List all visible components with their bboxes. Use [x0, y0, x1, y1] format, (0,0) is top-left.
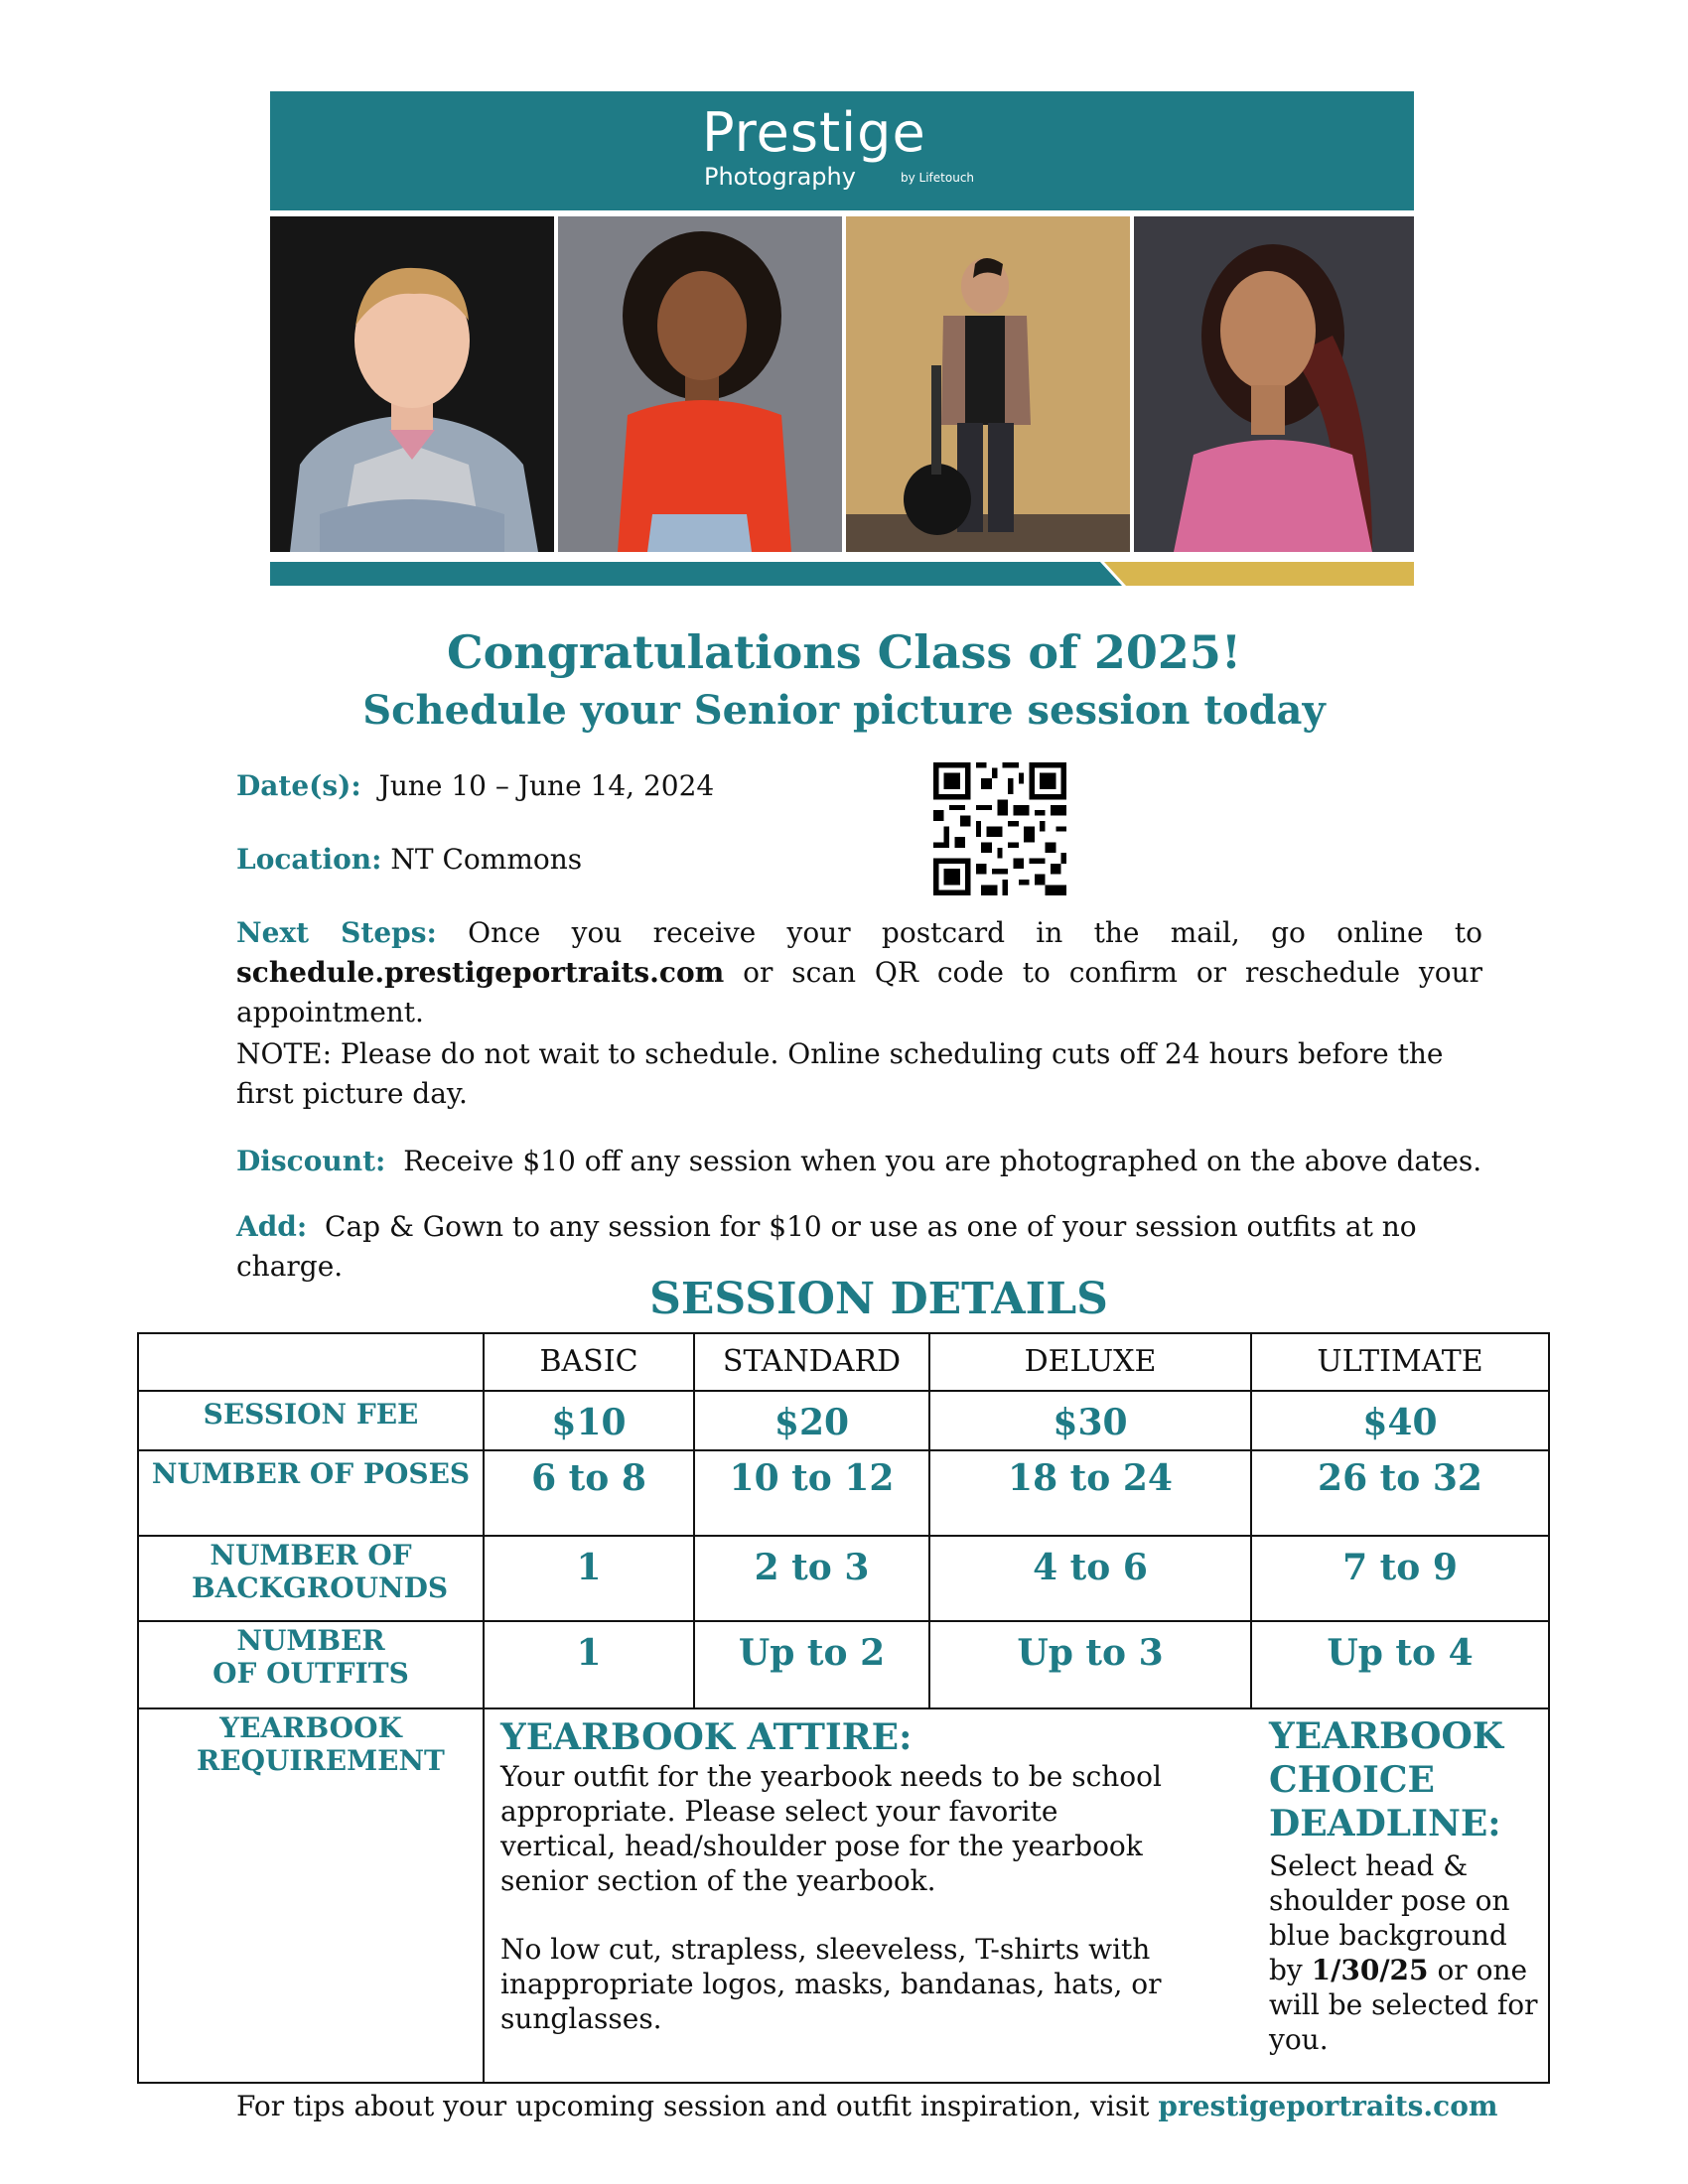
standard-outfits: Up to 2 — [738, 1632, 886, 1674]
banner — [270, 91, 1414, 588]
dates-value: June 10 – June 14, 2024 — [378, 769, 715, 802]
row-label-poses: NUMBER OF POSES — [151, 1457, 471, 1490]
schedule-link[interactable]: schedule.prestigeportraits.com — [236, 956, 725, 989]
banner-accent-stripe — [270, 562, 1414, 586]
deadline-date: 1/30/25 — [1311, 1954, 1429, 1986]
ultimate-backgrounds: 7 to 9 — [1342, 1547, 1458, 1588]
prestige-logo — [702, 101, 1000, 201]
next-steps-text-2: or scan QR code to confirm or reschedule your appointment. — [236, 956, 1483, 1028]
next-steps-label: Next Steps: — [236, 916, 437, 949]
deluxe-backgrounds: 4 to 6 — [1033, 1547, 1148, 1588]
dates-line — [236, 766, 1482, 806]
session-details-table — [137, 1332, 1550, 2084]
add-value: Cap & Gown to any session for $10 or use as one of your session outfits at no charge. — [236, 1210, 1417, 1283]
standard-fee: $20 — [774, 1402, 850, 1443]
dates-label: Date(s): — [236, 769, 361, 802]
row-label-backgrounds: NUMBER OF BACKGROUNDS — [192, 1539, 449, 1604]
discount-label: Discount: — [236, 1145, 386, 1177]
col-ultimate: ULTIMATE — [1317, 1344, 1483, 1379]
standard-backgrounds: 2 to 3 — [754, 1547, 870, 1588]
ultimate-poses: 26 to 32 — [1318, 1457, 1482, 1499]
yearbook-deadline-title: YEARBOOK CHOICE DEADLINE: — [1269, 1715, 1504, 1844]
deluxe-fee: $30 — [1053, 1402, 1128, 1443]
row-label-session-fee: SESSION FEE — [203, 1398, 419, 1431]
senior-photo-1 — [270, 216, 554, 552]
location-value: NT Commons — [390, 843, 583, 876]
banner-header-bar — [270, 91, 1414, 210]
yearbook-attire-title: YEARBOOK ATTIRE: — [500, 1716, 913, 1758]
standard-poses: 10 to 12 — [729, 1457, 895, 1499]
discount-value: Receive $10 off any session when you are photographed on the above dates. — [403, 1145, 1482, 1177]
deadline-text-b: or one will be selected for you. — [1269, 1954, 1538, 2056]
col-deluxe: DELUXE — [1024, 1344, 1157, 1379]
senior-photo-2 — [558, 216, 842, 552]
basic-fee: $10 — [551, 1402, 627, 1443]
footer-text: For tips about your upcoming session and outfit inspiration, visit — [236, 2090, 1150, 2122]
discount-line — [236, 1142, 1482, 1181]
add-label: Add: — [236, 1210, 308, 1243]
note-paragraph: NOTE: Please do not wait to schedule. Online scheduling cuts off 24 hours before the first picture day. — [236, 1037, 1444, 1110]
location-label: Location: — [236, 843, 382, 876]
logo-by: by Lifetouch — [901, 171, 975, 185]
yearbook-attire-restrictions: No low cut, strapless, sleeveless, T-shirts with inappropriate logos, masks, bandanas, hats, or sunglasses. — [500, 1933, 1162, 2035]
basic-outfits: 1 — [576, 1632, 602, 1674]
ultimate-outfits: Up to 4 — [1327, 1632, 1474, 1674]
session-details-title: SESSION DETAILS — [649, 1274, 1108, 1324]
logo-sub: Photography — [704, 163, 856, 191]
row-label-yearbook: YEARBOOK REQUIREMENT — [197, 1711, 445, 1777]
next-steps-paragraph — [236, 913, 1482, 1032]
senior-photo-3 — [846, 216, 1130, 552]
next-steps-text: Once you receive your postcard in the mail, go online to — [468, 916, 1482, 949]
yearbook-deadline-text — [1269, 1848, 1547, 2057]
basic-poses: 6 to 8 — [531, 1457, 646, 1499]
basic-backgrounds: 1 — [576, 1547, 602, 1588]
senior-photo-4 — [1134, 216, 1414, 552]
yearbook-attire-text: Your outfit for the yearbook needs to be school appropriate. Please select your favorite vertical, head/shoulder pose for the yearbook senior section of the yearbook. — [500, 1760, 1162, 1897]
logo-main: Prestige — [702, 101, 926, 164]
col-standard: STANDARD — [722, 1344, 902, 1379]
col-basic: BASIC — [539, 1344, 638, 1379]
footer-link[interactable]: prestigeportraits.com — [1158, 2090, 1498, 2122]
subheadline: Schedule your Senior picture session today — [362, 687, 1326, 734]
headline: Congratulations Class of 2025! — [446, 625, 1242, 679]
deadline-text-a: Select head & shoulder pose on blue background by — [1269, 1849, 1510, 1986]
ultimate-fee: $40 — [1362, 1402, 1438, 1443]
footer — [236, 2090, 1498, 2122]
row-label-outfits: NUMBER OF OUTFITS — [212, 1624, 409, 1690]
deluxe-outfits: Up to 3 — [1017, 1632, 1164, 1674]
deluxe-poses: 18 to 24 — [1008, 1457, 1173, 1499]
location-line — [236, 840, 1482, 880]
